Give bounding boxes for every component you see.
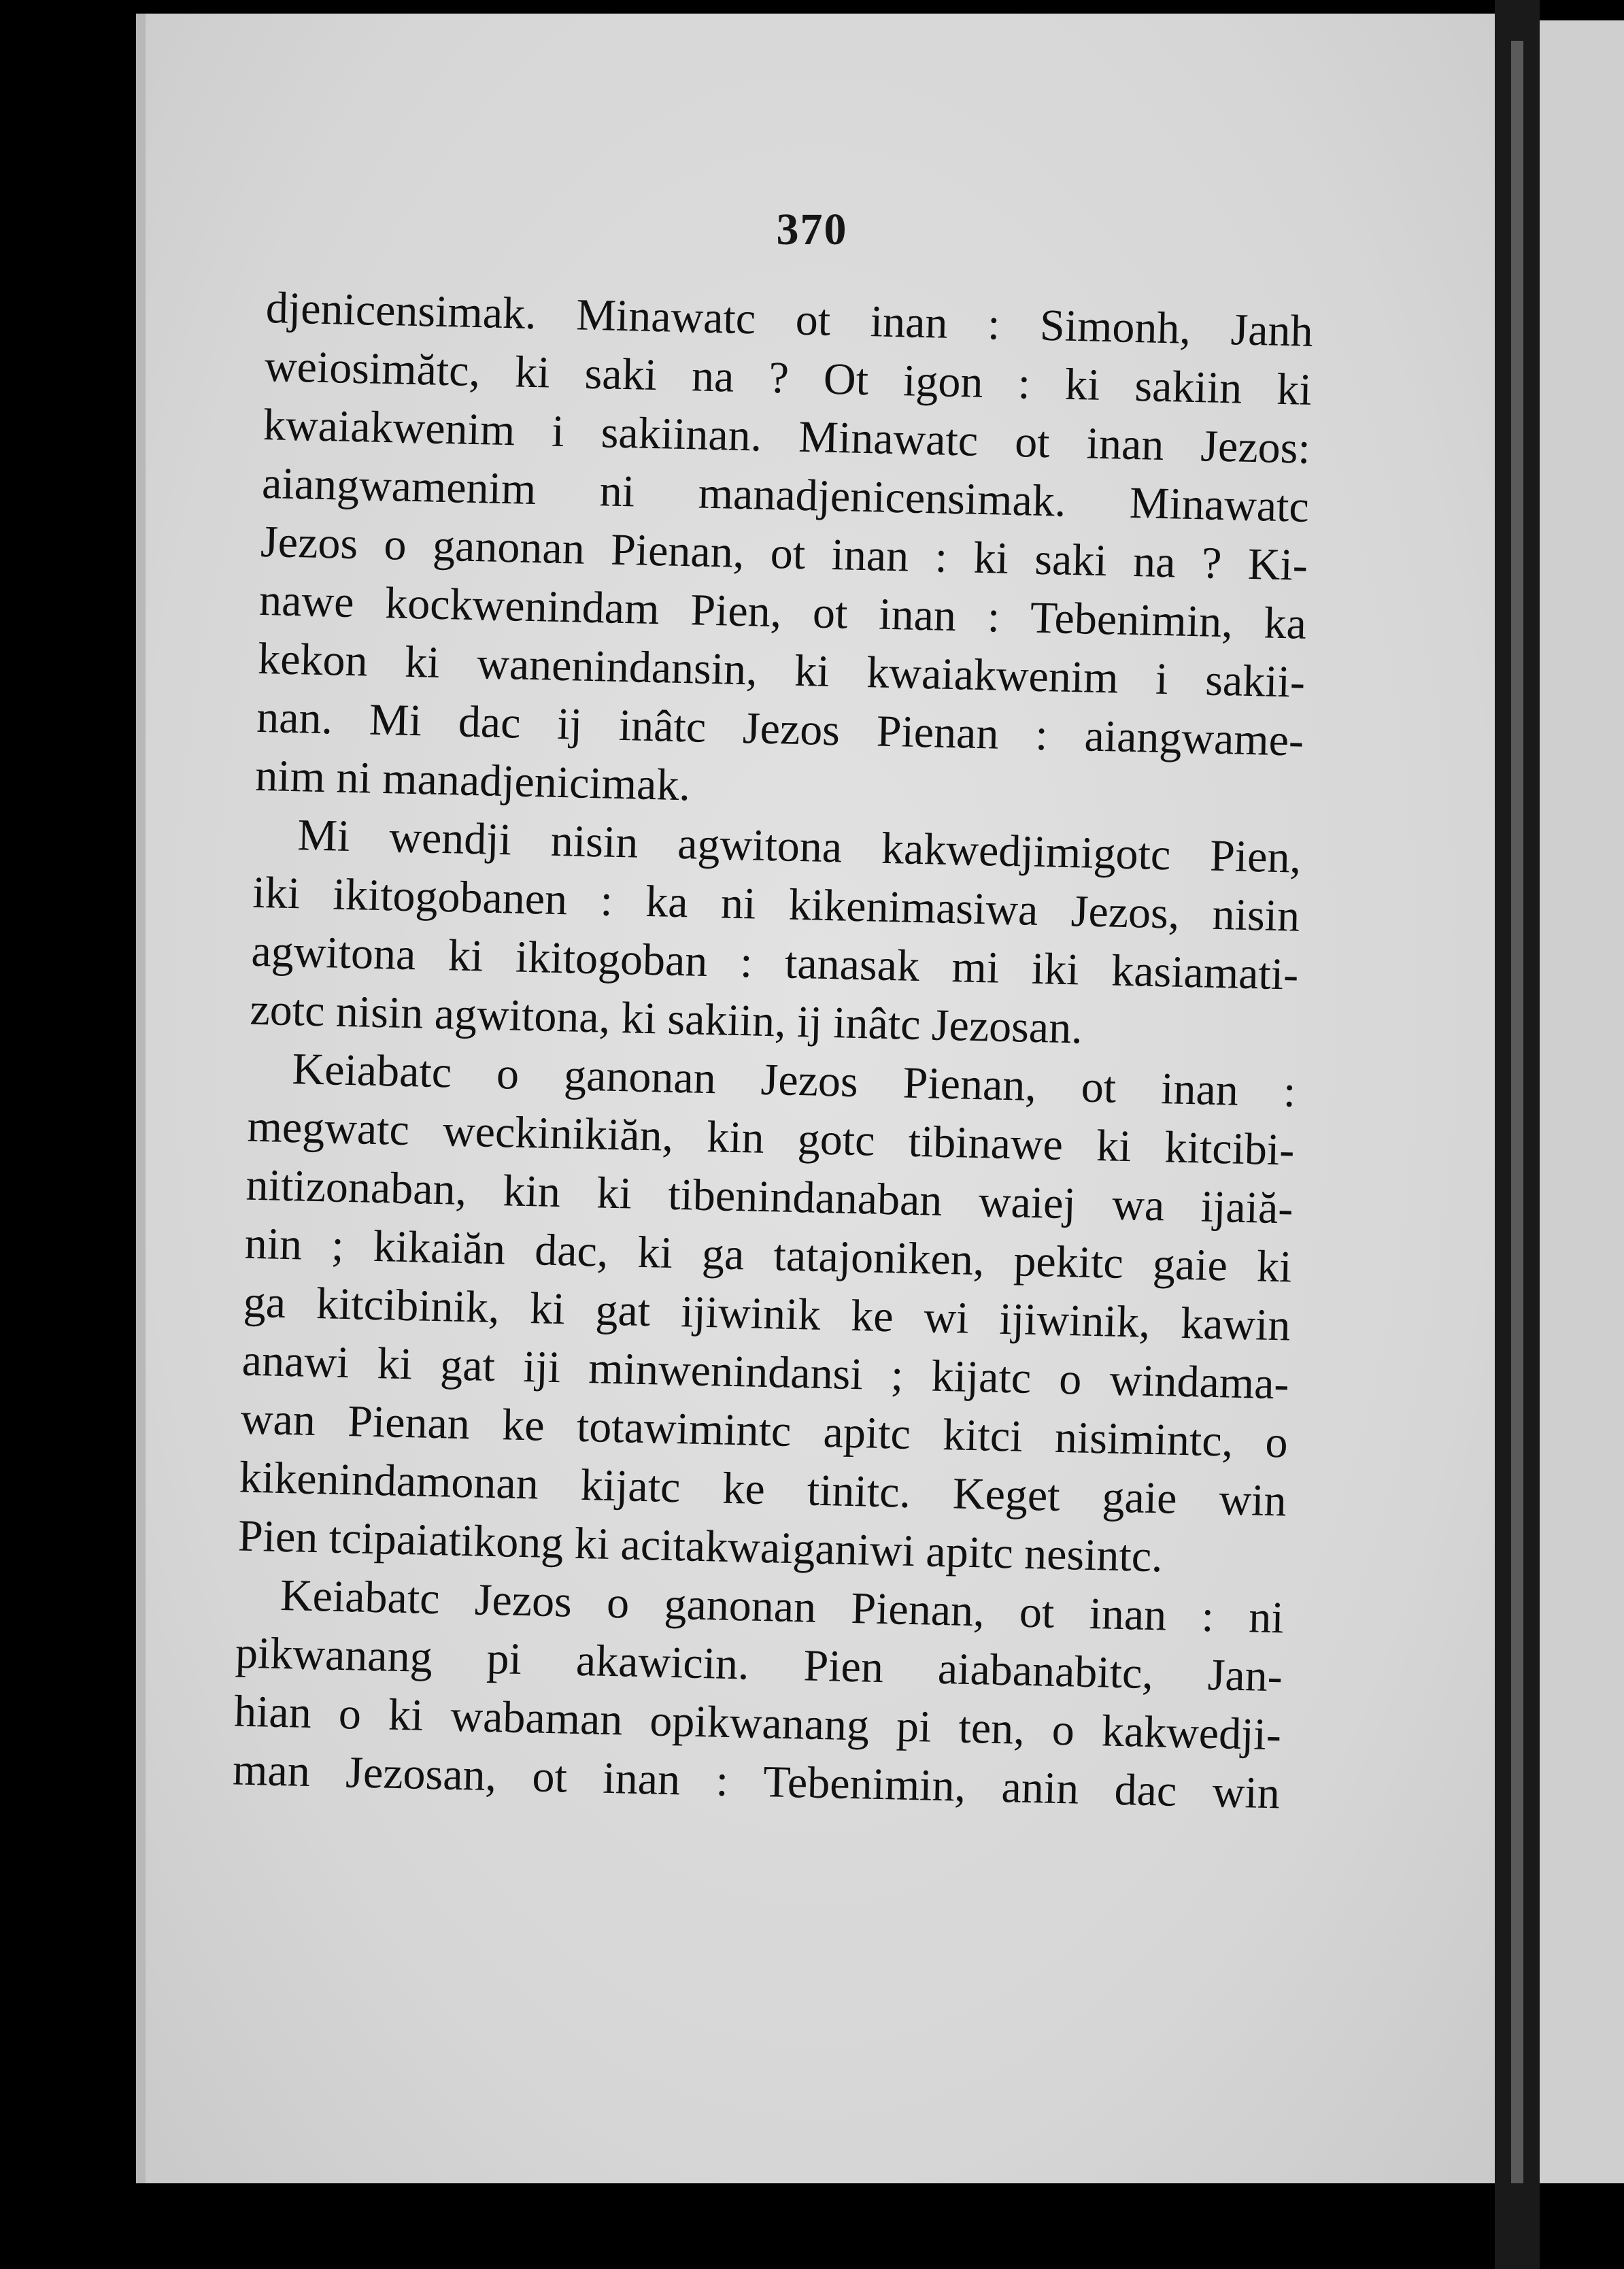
text-line: nitizonaban, kin ki tibenindanaban waiej wa ijaiă- <box>245 1160 1294 1234</box>
text-line: nin ; kikaiăn dac, ki ga tatajoniken, pekitc gaie ki <box>243 1218 1293 1292</box>
body-text <box>232 279 1313 1823</box>
text-line: iki ikitogobanen : ka ni kikenimasiwa Jezos, nisin <box>252 867 1300 941</box>
text-line: kekon ki wanenindansin, ki kwaiakwenim i sakii- <box>257 633 1306 707</box>
text-line: agwitona ki ikitogoban : tanasak mi iki kasiamati- <box>250 926 1300 1000</box>
text-line: wan Pienan ke totawimintc apitc kitci nisimintc, o <box>240 1394 1289 1468</box>
text-line: hian o ki wabaman opikwanang pi ten, o kakwedji- <box>233 1686 1282 1760</box>
text-line: djenicensimak. Minawatc ot inan : Simonh, Janh <box>265 282 1314 356</box>
text-line: Mi wendji nisin agwitona kakwedjimigotc Pien, <box>297 810 1302 883</box>
text-line: man Jezosan, ot inan : Tebenimin, anin dac win <box>232 1745 1281 1819</box>
text-line: Keiabatc o ganonan Jezos Pienan, ot inan : <box>291 1044 1297 1117</box>
text-line: weiosimătc, ki saki na ? Ot igon : ki sakiin ki <box>264 341 1313 415</box>
page-number: 370 <box>776 205 848 254</box>
text-line: ga kitcibinik, ki gat ijiwinik ke wi ijiwinik, kawin <box>243 1277 1291 1351</box>
text-line: Pien tcipaiatikong ki acitakwaiganiwi apitc nesintc. <box>237 1511 1164 1582</box>
text-line: anawi ki gat iji minwenindansi ; kijatc o windama- <box>241 1335 1290 1409</box>
text-line: nim ni manadjenicimak. <box>254 750 691 811</box>
text-line: megwatc weckinikiăn, kin gotc tibinawe ki kitcibi- <box>246 1101 1296 1175</box>
next-page-margin <box>1540 20 1624 2183</box>
text-line: Keiabatc Jezos o ganonan Pienan, ot inan : ni <box>280 1570 1285 1643</box>
page-edge <box>136 14 146 2183</box>
text-line: kwaiakwenim i sakiinan. Minawatc ot inan Jezos: <box>263 399 1311 473</box>
text-line: pikwanang pi akawicin. Pien aiabanabitc, Jan- <box>235 1628 1283 1702</box>
text-line: nan. Mi dac ij inâtc Jezos Pienan : aiangwame- <box>256 692 1304 766</box>
text-line: aiangwamenim ni manadjenicensimak. Minawatc <box>261 458 1310 532</box>
text-line: nawe kockwenindam Pien, ot inan : Tebenimin, ka <box>258 575 1307 649</box>
text-line: zotc nisin agwitona, ki sakiin, ij inâtc Jezosan. <box>249 984 1083 1054</box>
text-line: Jezos o ganonan Pienan, ot inan : ki saki na ? Ki- <box>260 516 1308 590</box>
binding-edge <box>1511 41 1523 2183</box>
text-line: kikenindamonan kijatc ke tinitc. Keget gaie win <box>239 1452 1287 1526</box>
